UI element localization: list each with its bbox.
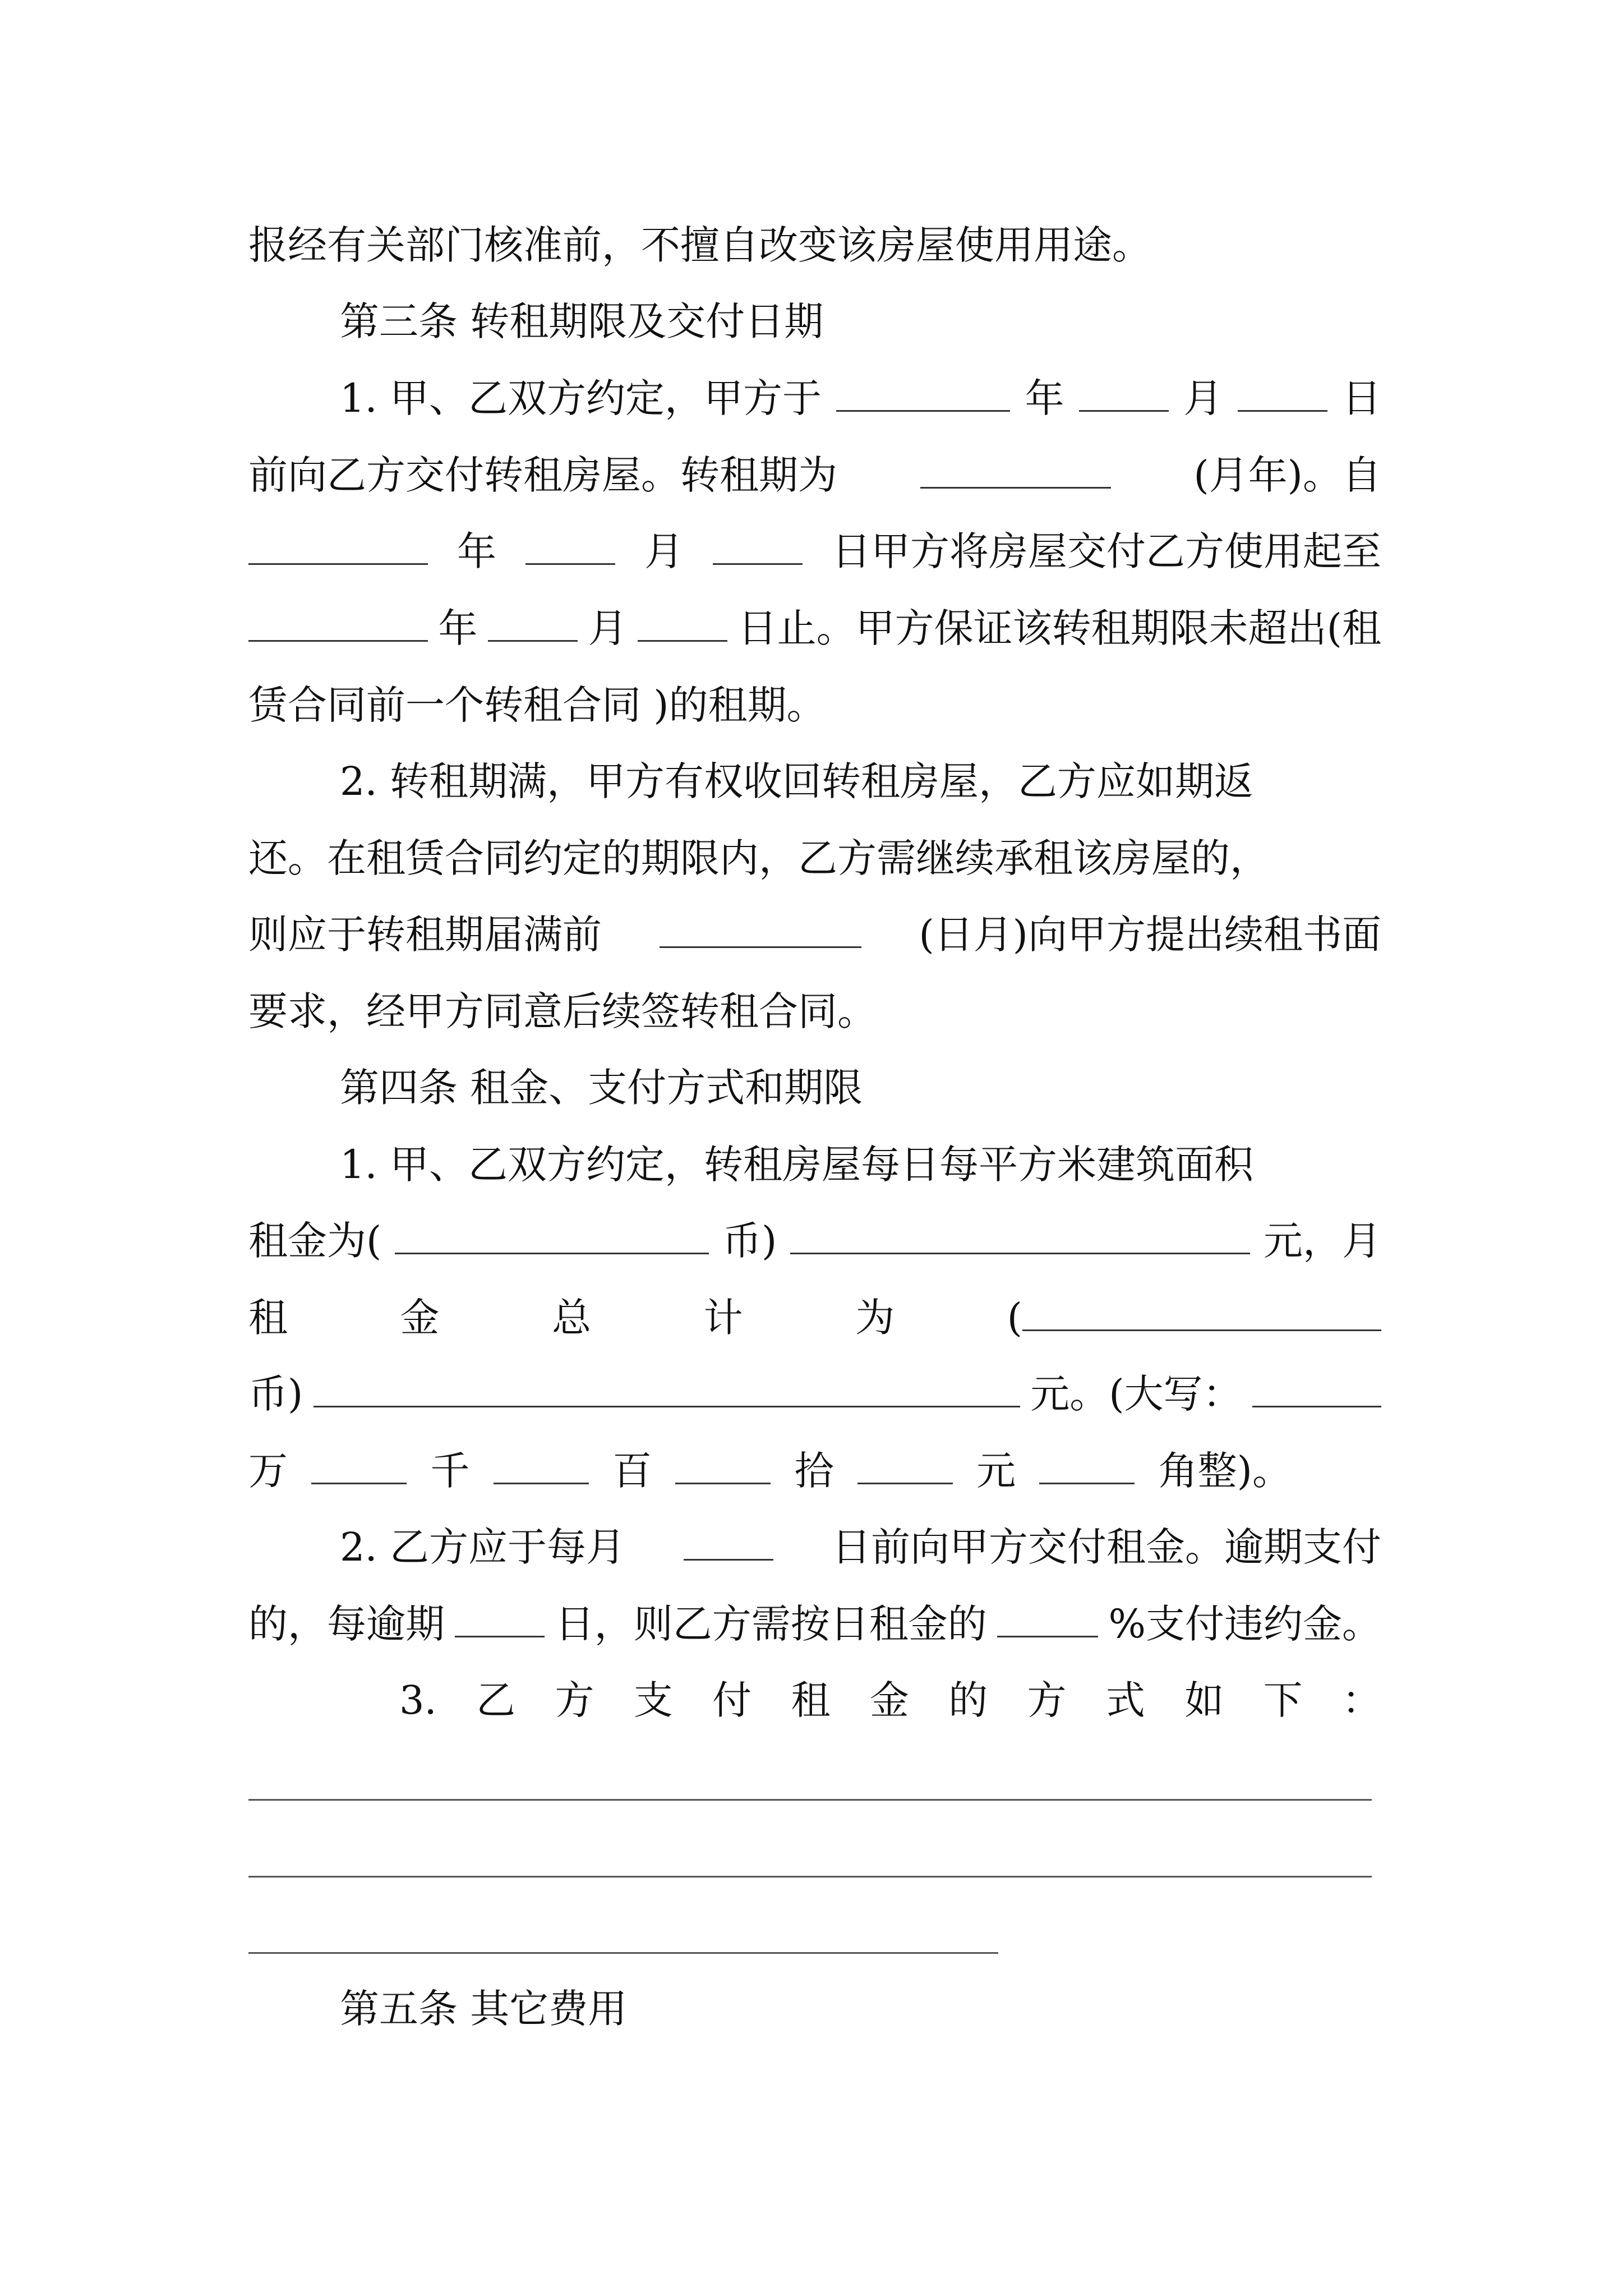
text-segment: 日甲方将房屋交付乙方使用起至 bbox=[832, 528, 1381, 574]
text-line: 2. 转租期满，甲方有权收回转租房屋，乙方应如期返 bbox=[340, 758, 1254, 804]
spaced-char: 如 bbox=[1184, 1677, 1224, 1723]
paragraph-line bbox=[248, 1363, 1381, 1425]
spaced-char: 计 bbox=[703, 1295, 743, 1341]
spaced-char: 租 bbox=[791, 1677, 831, 1723]
blank-field[interactable] bbox=[1238, 373, 1327, 412]
blank-field[interactable] bbox=[248, 603, 428, 642]
blank-field[interactable] bbox=[857, 1446, 953, 1484]
text-segment: 年 bbox=[457, 528, 496, 574]
paragraph-line bbox=[248, 904, 1381, 965]
paragraph-line bbox=[399, 1669, 1381, 1731]
section-heading-5 bbox=[340, 1978, 1381, 2040]
paragraph-line bbox=[340, 751, 1381, 812]
spaced-char: 方 bbox=[1027, 1677, 1067, 1723]
blank-field[interactable] bbox=[455, 1599, 545, 1637]
text-segment: %支付违约金。 bbox=[1108, 1601, 1381, 1647]
text-segment: 币) bbox=[722, 1218, 777, 1264]
spaced-char: 为 bbox=[855, 1295, 895, 1341]
text-segment: 月 bbox=[588, 605, 628, 651]
text-segment: 日止。甲方保证该转租期限未超出(租 bbox=[737, 605, 1381, 651]
text-segment: 的，每逾期 bbox=[248, 1601, 445, 1647]
spaced-char: 金 bbox=[400, 1295, 440, 1341]
text-segment: 百 bbox=[612, 1448, 652, 1494]
text-line: 要求，经甲方同意后续签转租合同。 bbox=[248, 988, 877, 1034]
spaced-char: 乙 bbox=[476, 1677, 516, 1723]
blank-field[interactable] bbox=[684, 1522, 773, 1561]
blank-field[interactable] bbox=[488, 603, 578, 642]
blank-field[interactable] bbox=[311, 1446, 407, 1484]
text-segment: 月 bbox=[644, 528, 684, 574]
text-segment: 1. 甲、乙双方约定，甲方于 bbox=[340, 375, 822, 421]
text-segment: 千 bbox=[430, 1448, 470, 1494]
text-segment: 拾 bbox=[794, 1448, 834, 1494]
heading-text: 第五条 其它费用 bbox=[340, 1986, 628, 2032]
blank-field[interactable] bbox=[1022, 1292, 1381, 1331]
paragraph-line bbox=[340, 1134, 1381, 1195]
paragraph-line bbox=[248, 1210, 1381, 1272]
text-segment: 万 bbox=[248, 1448, 288, 1494]
heading-text: 第三条 转租期限及交付日期 bbox=[340, 298, 824, 344]
blank-field[interactable] bbox=[1039, 1446, 1135, 1484]
blank-field[interactable] bbox=[713, 526, 803, 565]
text-segment: 日，则乙方需按日租金的 bbox=[555, 1601, 987, 1647]
text-line: 还。在租赁合同约定的期限内，乙方需继续承租该房屋的， bbox=[248, 835, 1269, 881]
spaced-char: 支 bbox=[633, 1677, 673, 1723]
spaced-char: 下 bbox=[1263, 1677, 1303, 1723]
text-segment: 前向乙方交付转租房屋。转租期为 bbox=[248, 452, 837, 498]
paragraph-line bbox=[248, 674, 1381, 736]
blank-rule[interactable] bbox=[248, 1952, 998, 1954]
text-line: 报经有关部门核准前，不擅自改变该房屋使用用途。 bbox=[248, 222, 1151, 268]
text-segment: 2. 乙方应于每月 bbox=[340, 1524, 626, 1570]
section-heading-3 bbox=[340, 291, 1381, 352]
text-segment: 日前向甲方交付租金。逾期支付 bbox=[831, 1524, 1381, 1570]
text-segment: (月年)。自 bbox=[1193, 452, 1381, 498]
blank-field[interactable] bbox=[638, 603, 727, 642]
blank-field[interactable] bbox=[836, 373, 1010, 412]
blank-field[interactable] bbox=[790, 1216, 1250, 1254]
text-segment: 年 bbox=[438, 605, 478, 651]
text-segment: 元，月 bbox=[1264, 1218, 1381, 1264]
blank-field[interactable] bbox=[395, 1216, 709, 1254]
paragraph-line bbox=[248, 597, 1381, 659]
text-segment: 则应于转租期届满前 bbox=[248, 912, 602, 958]
spaced-char: ( bbox=[1007, 1295, 1022, 1341]
heading-text: 第四条 租金、支付方式和期限 bbox=[340, 1065, 863, 1111]
spaced-char: 式 bbox=[1105, 1677, 1145, 1723]
spaced-char: ： bbox=[1341, 1677, 1381, 1723]
blank-field[interactable] bbox=[660, 909, 861, 948]
spaced-char: 租 bbox=[248, 1295, 288, 1341]
paragraph-line bbox=[340, 367, 1381, 429]
paragraph-line bbox=[248, 1593, 1381, 1655]
text-segment: 角整)。 bbox=[1158, 1448, 1292, 1494]
blank-field[interactable] bbox=[675, 1446, 771, 1484]
paren-group bbox=[1007, 1287, 1381, 1349]
spaced-char: 总 bbox=[552, 1295, 592, 1341]
spaced-char: 的 bbox=[948, 1677, 988, 1723]
text-segment: 租金为( bbox=[248, 1218, 382, 1264]
text-line: 1. 甲、乙双方约定，转租房屋每日每平方米建筑面积 bbox=[340, 1142, 1254, 1188]
spaced-char: 金 bbox=[869, 1677, 909, 1723]
blank-field[interactable] bbox=[494, 1446, 589, 1484]
text-segment: 元。(大写： bbox=[1030, 1371, 1242, 1417]
paragraph-line bbox=[248, 1440, 1292, 1502]
paragraph-line bbox=[248, 827, 1381, 889]
section-heading-4 bbox=[340, 1057, 1381, 1119]
paragraph-line bbox=[248, 214, 1381, 276]
blank-field[interactable] bbox=[525, 526, 615, 565]
text-line: 赁合同前一个转租合同 )的租期。 bbox=[248, 682, 826, 728]
blank-field[interactable] bbox=[248, 526, 428, 565]
paragraph-line bbox=[248, 521, 1381, 582]
text-segment: 月 bbox=[1183, 375, 1223, 421]
text-segment: 元 bbox=[976, 1448, 1016, 1494]
text-segment: (日月)向甲方提出续租书面 bbox=[919, 912, 1381, 958]
text-segment: 币) bbox=[248, 1371, 303, 1417]
blank-field[interactable] bbox=[920, 450, 1111, 489]
blank-field[interactable] bbox=[1079, 373, 1169, 412]
blank-field[interactable] bbox=[313, 1369, 1020, 1407]
text-segment: 日 bbox=[1341, 375, 1381, 421]
blank-field[interactable] bbox=[997, 1599, 1098, 1637]
spaced-char: 3. bbox=[399, 1677, 437, 1723]
blank-rule[interactable] bbox=[248, 1799, 1372, 1801]
paragraph-line bbox=[248, 981, 1381, 1042]
spaced-char: 付 bbox=[712, 1677, 752, 1723]
paragraph-line bbox=[248, 444, 1381, 506]
blank-field[interactable] bbox=[1252, 1369, 1381, 1407]
spaced-char: 方 bbox=[555, 1677, 594, 1723]
text-segment: 年 bbox=[1025, 375, 1064, 421]
paragraph-line bbox=[248, 1287, 1381, 1349]
blank-rule[interactable] bbox=[248, 1876, 1372, 1878]
paragraph-line bbox=[340, 1516, 1381, 1578]
